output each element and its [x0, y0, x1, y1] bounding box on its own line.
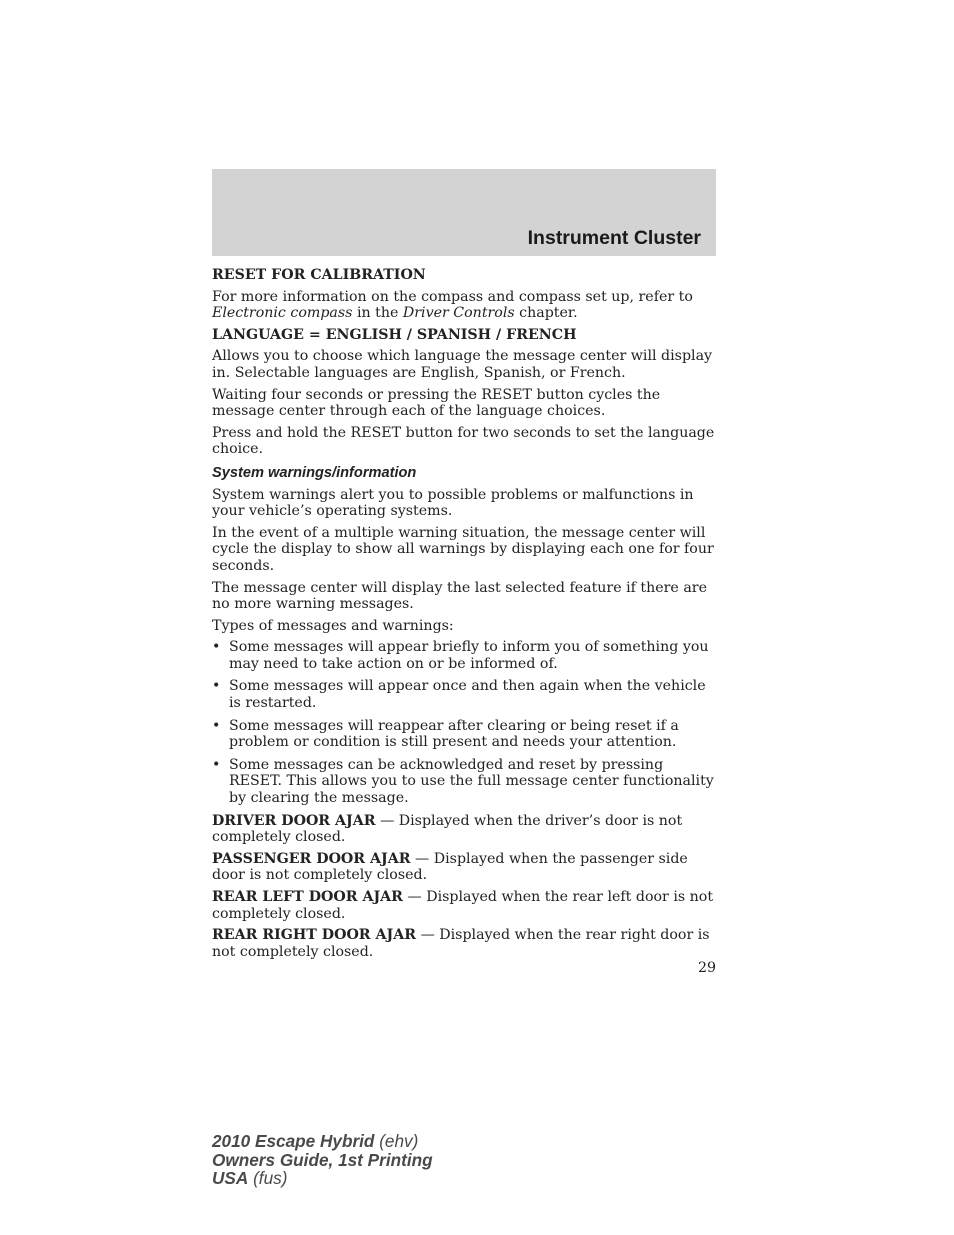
- rear-right-door-ajar-term: REAR RIGHT DOOR AJAR: [212, 927, 417, 944]
- warnings-bullet-list: [212, 639, 718, 806]
- driver-controls-reference: Driver Controls: [402, 305, 515, 322]
- list-item: • Some messages can be acknowledged and reset by pressing RESET. This allows you to use the full message center functionality by clearing the message.: [212, 757, 718, 807]
- section-title: Instrument Cluster: [527, 227, 701, 249]
- warnings-paragraph-2: In the event of a multiple warning situation, the message center will cycle the display to show all warnings by displaying each one for four seconds.: [212, 524, 714, 574]
- footer-edition-info: [212, 1132, 433, 1188]
- language-paragraph-2: Waiting four seconds or pressing the RESET button cycles the message center through each of the language choices.: [212, 386, 661, 420]
- footer-line-3: USA (fus): [212, 1168, 288, 1188]
- electronic-compass-reference: Electronic compass: [212, 305, 353, 322]
- rear-left-door-ajar-term: REAR LEFT DOOR AJAR: [212, 889, 403, 905]
- passenger-door-ajar-term: PASSENGER DOOR AJAR: [212, 850, 411, 867]
- section-header-band: [212, 169, 716, 256]
- rear-left-door-ajar-entry: REAR LEFT DOOR AJAR — Displayed when the rear left door is not completely closed.: [212, 889, 714, 922]
- calibration-heading: RESET FOR CALIBRATION: [212, 267, 426, 283]
- passenger-door-ajar-entry: PASSENGER DOOR AJAR — Displayed when the passenger side door is not completely closed.: [212, 850, 688, 884]
- warnings-paragraph-4: Types of messages and warnings:: [212, 617, 454, 634]
- rear-right-door-ajar-entry: REAR RIGHT DOOR AJAR — Displayed when the rear right door is not completely closed.: [212, 927, 710, 960]
- language-paragraph-3: Press and hold the RESET button for two seconds to set the language choice.: [212, 424, 715, 458]
- footer-line-1: 2010 Escape Hybrid (ehv): [212, 1131, 419, 1151]
- list-item: • Some messages will reappear after clearing or being reset if a problem or condition is still present and needs your attention.: [212, 718, 718, 751]
- warnings-paragraph-3: The message center will display the last selected feature if there are no more warning messages.: [212, 579, 707, 613]
- list-item: • Some messages will appear briefly to inform you of something you may need to take action on or be informed of.: [212, 639, 718, 672]
- list-item: • Some messages will appear once and then again when the vehicle is restarted.: [212, 678, 718, 711]
- warnings-paragraph-1: System warnings alert you to possible problems or malfunctions in your vehicle’s operating systems.: [212, 486, 694, 520]
- calibration-paragraph: For more information on the compass and compass set up, refer to Electronic compass in the Driver Controls chapter.: [212, 288, 693, 322]
- driver-door-ajar-term: DRIVER DOOR AJAR: [212, 812, 376, 829]
- page-number: 29: [697, 960, 716, 976]
- language-paragraph-1: Allows you to choose which language the message center will display in. Selectable languages are English, Spanish, or French.: [212, 348, 713, 381]
- driver-door-ajar-entry: DRIVER DOOR AJAR — Displayed when the driver’s door is not completely closed.: [212, 812, 683, 846]
- page-content: [212, 267, 718, 965]
- warnings-subheading: System warnings/information: [212, 464, 417, 481]
- language-heading: LANGUAGE = ENGLISH / SPANISH / FRENCH: [212, 326, 577, 343]
- footer-line-2: Owners Guide, 1st Printing: [212, 1149, 433, 1170]
